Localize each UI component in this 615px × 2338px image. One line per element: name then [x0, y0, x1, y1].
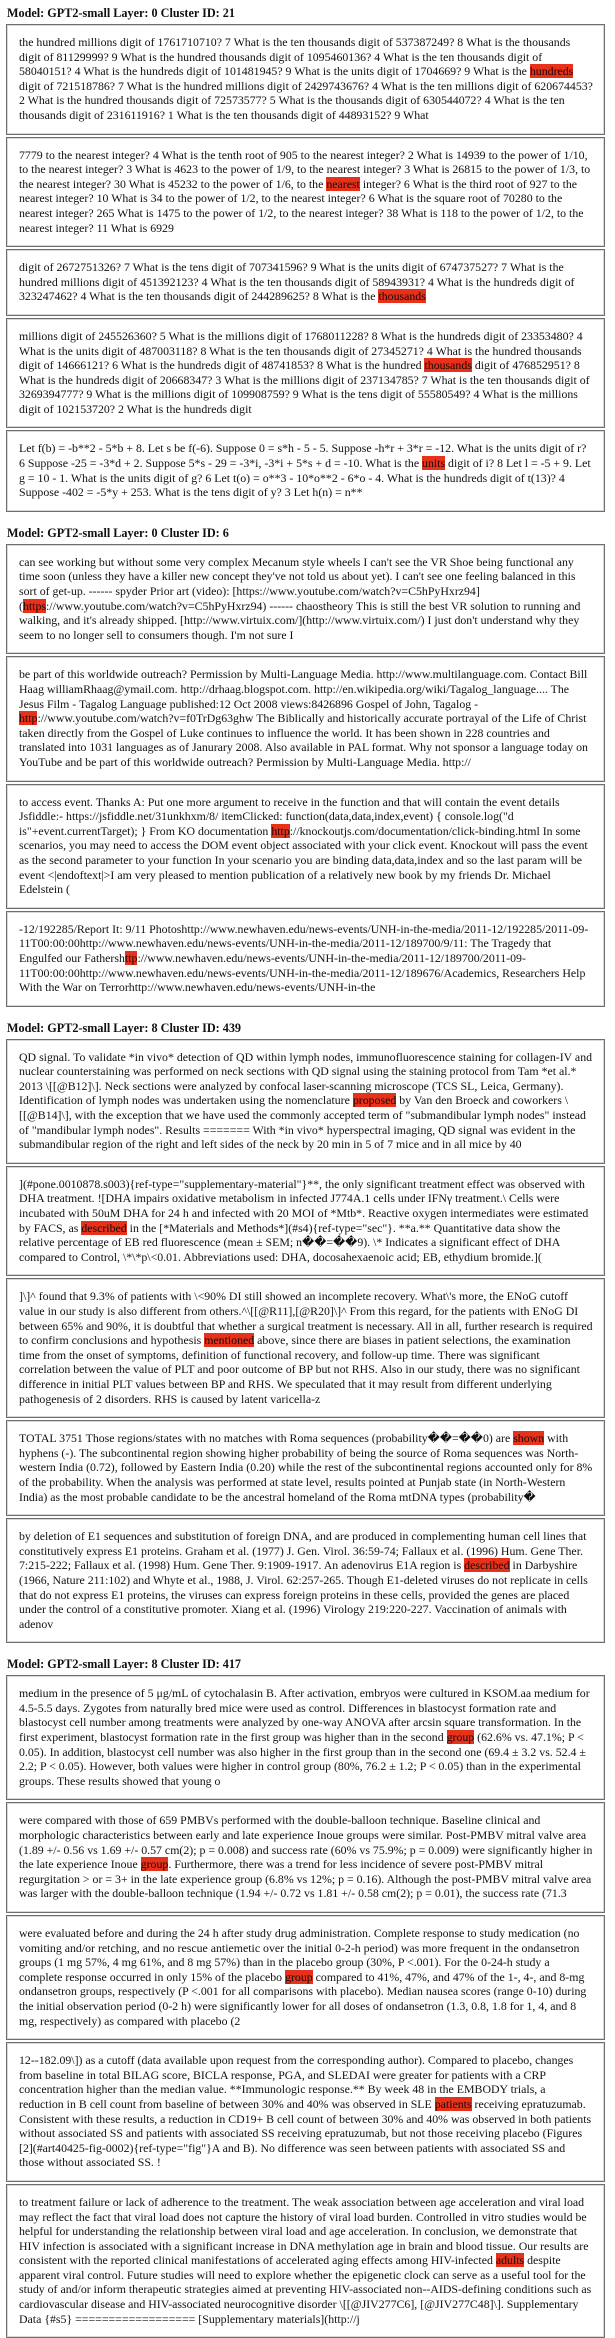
text-sample — [6, 24, 605, 135]
text-sample — [6, 1802, 605, 1913]
sample-text-before: 12--182.09\]) as a cutoff (data available upon request from the corresponding author). Compared to placebo, changes from baseline in total BILAG score, BICLA response, PGA, and SLEDAI were greater for patients with a CRP concentration higher than the median value. **Immunologic response.** By week 48 in the EMBODY trials, a reduction in B cell count from baseline of between 30% and 40% was observed in SLE — [19, 2053, 574, 2111]
text-sample — [6, 784, 605, 909]
text-sample — [6, 1278, 605, 1418]
sample-text-after: in Darbyshire (1966, Nature 211:102) and Whyte et al., 1988, J. Virol. 62:257-265. Though E1-deleted viruses do not replicate in cells that do not express E1 proteins, the viruses can express foreign proteins in these cells, provided the genes are placed under the control of a constitutive promoter. Xiang et al. (1996) Virology 219:220-227. Vaccination of animals with adenov — [19, 1558, 588, 1631]
cluster-title: Model: GPT2-small Layer: 0 Cluster ID: 21 — [7, 6, 235, 20]
highlighted-token: mentioned — [204, 1333, 255, 1348]
highlighted-token: thousands — [424, 358, 472, 373]
sample-text-after: (62.6% vs. 47.1%; P < 0.05). In addition, blastocyst cell number was also higher in the first group than in the second one (69.4 ± 3.2 vs. 52.4 ± 2.2; P < 0.05). However, both values were higher in control group (80%, 76.2 ± 1.2; P < 0.05) than in the experimental groups. These results showed that young o — [19, 1730, 586, 1788]
text-sample — [6, 544, 605, 655]
text-sample — [6, 1518, 605, 1643]
highlighted-token: group — [285, 1969, 313, 1984]
cluster-section — [6, 514, 605, 1007]
text-sample — [6, 318, 605, 429]
cluster-title: Model: GPT2-small Layer: 8 Cluster ID: 439 — [7, 1020, 242, 1035]
text-sample — [6, 137, 605, 248]
cluster-title: Model: GPT2-small Layer: 8 Cluster ID: 417 — [7, 1657, 242, 1672]
highlighted-token: proposed — [352, 1093, 397, 1108]
sample-text-before: can see working but without some very complex Mecanum style wheels I can't see the VR Shoe being functional any time soon (unless they have a killer new concept they've not told us about yet). I can't see one feeling balanced in this sort of get-up. ------ spyder Prior art (video): [https://www.youtube.com/watch?v=C5hPyHxrz94] ( — [19, 554, 576, 613]
sample-text-before: were evaluated before and during the 24 h after study drug administration. Complete response to study medication (no vomiting and/or retching, and no rescue antiemetic over the initial 0-2-h period) was more frequent in the ondansetron groups (1 mg 57%, 4 mg 61%, and 8 mg 57%) than in the placebo group (30%, P <.001). For the 0-24-h study a complete response occurred in only 15% of the placebo — [19, 1926, 580, 1984]
text-sample — [6, 911, 605, 1007]
highlighted-token: http — [271, 823, 290, 838]
sample-text-before: to access event. Thanks A: Put one more argument to receive in the function and that will contain the event details Jsfiddle:- https://jsfiddle.net/31unkhxm/8/ itemClicked: function(data,data,index,event) { console.log("d is"+event.currentTarget); } From KO documentation — [19, 794, 560, 838]
sample-text-before: 7779 to the nearest integer? 4 What is the tenth root of 905 to the nearest integer? 2 What is 14939 to the power of 1/10, to the nearest integer? 3 What is 4623 to the power of 1/9, to the nearest integer? 3 What is 26815 to the power of 1/3, to the nearest integer? 30 What is 45232 to the power of 1/6, to the — [19, 147, 591, 191]
sample-text-after: integer? 6 What is the third root of 927 to the nearest integer? 10 What is 34 to the power of 1/2, to the nearest integer? 6 What is the square root of 70280 to the nearest integer? 265 What is 1475 to the power of 1/2, to the nearest integer? 38 What is 118 to the power of 1/2, to the nearest integer? 11 What is 6929 — [19, 176, 584, 235]
sample-text-before: be part of this worldwide outreach? Permission by Multi-Language Media. http://www.multilanguage.com. Contact Bill Haag williamRhaag@ymail.com. http://drhaag.blogspot.com. http://en.wikipedia.org/wiki/Tagalog_language.... The Jesus Film - Tagalog Language published:12 Oct 2008 views:8426896 Gospel of John, Tagalog - — [19, 667, 588, 711]
highlighted-token: thousands — [378, 289, 426, 304]
text-sample — [6, 1039, 605, 1164]
sample-text-before: Let f(b) = -b**2 - 5*b + 8. Let s be f(-6). Suppose 0 = s*h - 5 - 5. Suppose -h*r + 3*r = -12. What is the units digit of r? 6 Suppose -25 = -3*d + 2. Suppose 5*s - 29 = -3*i, -3*i + 5*s + d = -10. What is the — [19, 441, 587, 471]
highlighted-token: described — [81, 1220, 127, 1235]
highlighted-token: ttp — [124, 950, 138, 965]
text-sample — [6, 249, 605, 316]
sample-text-before: QD signal. To validate *in vivo* detection of QD within lymph nodes, immunofluorescence staining for collagen-IV and nuclear counterstaining was performed on neck sections with QD signal using the staining protocol from Tam *et al.* 2013 \[[@B12]\]. Neck sections were analyzed by confocal laser-scanning microscope (TCS SL, Leica, Germany). Identification of lymph nodes was undertaken using the nomenclature — [19, 1049, 593, 1108]
highlighted-token: shown — [513, 1431, 545, 1446]
highlighted-token: https — [22, 598, 46, 613]
sample-text-after: ://www.youtube.com/watch?v=C5hPyHxrz94) ------ chaostheory This is still the best VR solution to running and walking, and it's already shipped. [http://www.virtuix.com/](http://www.virtuix.com/) I just don't understand why they seem to no longer sell to consumers though. I'm not sure I — [19, 598, 581, 642]
sample-text-before: millions digit of 245526360? 5 What is the millions digit of 1768011228? 8 What is the hundreds digit of 23353480? 4 What is the units digit of 487003118? 8 What is the ten thousands digit of 27345271? 4 What is the hundred thousands digit of 14666121? 6 What is the hundreds digit of 48741853? 8 What is the hundred — [19, 328, 583, 373]
highlighted-token: adults — [495, 2253, 525, 2268]
text-sample — [6, 656, 605, 781]
text-sample — [6, 2042, 605, 2182]
highlighted-token: described — [464, 1558, 510, 1573]
sample-text-after: in the [*Materials and Methods*](#s4){ref-type="sec"}. **a.** Quantitative data show the relative percentage of EB red fluorescence (mean ± SEM; n��=��9). \* Indicates a significant effect of DHA compared to Control, \*\*p\<0.01. Abbreviations used: DHA, docosahexaenoic acid; EB, ethydium bromide.]( — [19, 1220, 561, 1264]
text-sample — [6, 2184, 605, 2338]
sample-text-before: TOTAL 3751 Those regions/states with no matches with Roma sequences (probability��=��0) are — [19, 1431, 514, 1446]
sample-text-after: with hyphens (-). The subcontinental region showing higher probability of being the source of Roma sequences was North-western India (0.72), followed by Eastern India (0.20) while the rest of the subcontinental regions accounted only for 8% of the probability. When the analysis was performed at state level, results pointed at Punjab state (in North-Western India) as the most probable candidate to be the ancestral homeland of the Roma mtDNA types (probability� — [19, 1431, 593, 1504]
text-sample — [6, 1675, 605, 1800]
sample-text-after: digit of i? 8 Let l = -5 + 9. Let g = 10 - 1. What is the units digit of g? 6 Let t(o) = o**3 - 10*o**2 - 6*o - 4. What is the hundreds digit of t(13)? 4 Suppose -402 = -5*y + 253. What is the tens digit of y? 3 Let h(n) = n** — [19, 456, 591, 500]
text-sample — [6, 430, 605, 511]
sample-text-before: by deletion of E1 sequences and substitution of foreign DNA, and are produced in complementing human cell lines that constitutively express E1 proteins. Graham et al. (1977) J. Gen. Virol. 36:59-74; Fallaux et al. (1996) Hum. Gene Ther. 7:215-222; Fallaux et al. (1998) Hum. Gene Ther. 9:1909-1917. An adenovirus E1A region is — [19, 1529, 587, 1573]
highlighted-token: http — [19, 711, 38, 726]
sample-text-after: digit of 721518786? 7 What is the hundred millions digit of 2429743676? 4 What is the ten millions digit of 620674453? 2 What is the hundred thousands digit of 72573577? 5 What is the thousands digit of 630544072? 4 What is the ten thousands digit of 231611916? 1 What is the ten thousands digit of 44893152? 9 What — [19, 78, 593, 122]
highlighted-token: nearest — [326, 176, 360, 191]
text-sample — [6, 1420, 605, 1516]
text-sample — [6, 1166, 605, 1277]
highlighted-token: patients — [434, 2096, 472, 2111]
cluster-section — [6, 1645, 605, 2338]
sample-text-before: were compared with those of 659 PMBVs performed with the double-balloon technique. Baseline clinical and morphologic characteristics between early and late experience Inoue groups were similar. Post-PMBV mitral valve area (1.89 +/- 0.56 vs 1.69 +/- 0.57 cm(2); p = 0.008) and success rate (60% vs 75.9%; p = 0.009) were significantly higher in the late experience Inoue — [19, 1813, 593, 1872]
sample-text-before: ](#pone.0010878.s003){ref-type="supplementary-material"}**, the only significant treatment effect was observed with DHA treatment. ![DHA impairs oxidative metabolism in infected J774A.1 cells under IFNγ treatment.\ Cells were incubated with 50uM DHA for 24 h and infected with 20 MOI of *Mtb*. Reactive oxygen intermediates were estimated by FACS, as — [19, 1176, 589, 1235]
sample-text-before: medium in the presence of 5 μg/mL of cytochalasin B. After activation, embryos were cultured in KSOM.aa medium for 4.5-5.5 days. Zygotes from naturally bred mice were used as control. Differences in blastocyst formation rate and blastocyst cell number among treatments were analyzed by one-way ANOVA after arcsin square transformation. In the first experiment, blastocyst formation rate in the first group was higher than in the second — [19, 1686, 590, 1745]
cluster-section — [6, 1009, 605, 1644]
cluster-title: Model: GPT2-small Layer: 0 Cluster ID: 6 — [7, 525, 229, 540]
sample-text-before: -12/192285/Report It: 9/11 Photoshttp://www.newhaven.edu/news-events/UNH-in-the-media/2011-12/192285/2011-09-11T00:00:00http://www.newhaven.edu/news-events/UNH-in-the-media/2011-12/189700/9/11: The Tragedy that Engulfed our Fathersh — [19, 921, 589, 965]
highlighted-token: hundreds — [529, 64, 574, 79]
sample-text-after: above, since there are biases in patient selections, the examination time from the onset of symptoms, definition of functional recovery, and follow-up time. There was significant correlation between the value of PLT and poor outcome of BP but not RHS. Also in our study, there was no significant difference in initial PLT values between BP and RHS. We speculated that it may result from different underlying pathogenesis of 2 disorders. RHS is caused by latent varicella-z — [19, 1333, 580, 1406]
sample-text-after: ://www.youtube.com/watch?v=f0TrDg63ghw The Biblically and historically accurate portrayal of the Life of Christ taken directly from the Gospel of Luke continues to influence the world. It has been shown in 228 countries and translated into 1031 languages as of Janurary 2008. Also available in PAL format. Why not sponsor a language today on YouTube and be part of this worldwide outreach? Permission by Multi-Language Media. http:// — [19, 711, 588, 769]
sample-text-before: ]\]^ found that 9.3% of patients with \<90% DI still showed an incomplete recovery. What\'s more, the ENoG cutoff value in our study is also different from others.^\[[@R11],[@R20]\]^ From this regard, for the patients with ENoG DI between 65% and 90%, it is doubtful that whether a surgical treatment is necessary. All in all, further research is required to confirm conclusions and hypothesis — [19, 1289, 593, 1348]
highlighted-token: group — [140, 1857, 169, 1872]
sample-text-after: receiving epratuzumab. Consistent with these results, a reduction in CD19+ B cell count of between 30% and 40% was observed in both patients without associated SS and patients with associated SS receiving epratuzumab, but not those receiving placebo (Figures [2](#art40425-fig-0002){ref-type="fig"}A and B). No difference was seen between patients with associated SS and those without associated SS. ! — [19, 2096, 592, 2170]
sample-text-before: to treatment failure or lack of adherence to the treatment. The weak association between age acceleration and viral load may reflect the fact that viral load does not capture the history of viral load burden. Controlled in vitro studies would be helpful for understanding the relationship between viral load and age acceleration. In conclusion, we demonstrate that HIV infection is associated with a significant increase in DNA methylation age in brain and blood tissue. Our results are consistent with the reported clinical manifestations of accelerated aging effects among HIV-infected — [19, 2194, 589, 2268]
sample-text-before: the hundred millions digit of 1761710710? 7 What is the ten thousands digit of 537387249? 8 What is the thousands digit of 81129999? 9 What is the hundred thousands digit of 1095460136? 4 What is the ten thousands digit of 58040151? 4 What is the hundreds digit of 101481945? 9 What is the units digit of 1704669? 9 What is the — [19, 35, 571, 79]
highlighted-token: units — [422, 456, 446, 471]
cluster-section — [6, 0, 605, 512]
sample-text-after: compared to 41%, 47%, and 47% of the 1-, 4-, and 8-mg ondansetron groups, respectively (P <.001 for all comparisons with placebo). Median nausea scores (range 0-10) during the initial observation period (0-2 h) were significantly lower for all doses of ondansetron (1.3, 0.8, 1.8 for 1, 4, and 8 mg, respectively) as compared with placebo (2 — [19, 1969, 587, 2028]
sample-text-after: . Furthermore, there was a trend for less incidence of severe post-PMBV mitral regurgitation > or = 3+ in the late experience group (6.8% vs 12%; p = 0.16). Although the post-PMBV mitral valve area was larger with the double-balloon technique (1.94 +/- 0.72 vs 1.81 +/- 0.58 cm(2); p = 0.01), the success rate (71.3 — [19, 1857, 592, 1901]
sample-text-before: digit of 2672751326? 7 What is the tens digit of 707341596? 9 What is the units digit of 674737527? 7 What is the hundred millions digit of 451392123? 4 What is the ten thousands digit of 58943931? 4 What is the hundreds digit of 323247462? 4 What is the ten thousands digit of 244289625? 8 What is the — [19, 260, 575, 304]
sample-text-after: ://www.newhaven.edu/news-events/UNH-in-the-media/2011-12/189700/2011-09-11T00:00:00http://www.newhaven.edu/news-events/UNH-in-the-media/2011-12/189676/Academics, Researchers Help With the War on Terrorhttp://www.newhaven.edu/news-events/UNH-in-the — [19, 950, 586, 995]
text-sample — [6, 1915, 605, 2040]
sample-text-after: despite apparent viral control. Future studies will need to explore whether the epigenetic clock can serve as a useful tool for the study of and/or inform therapeutic strategies aimed at preventing HIV-associated non--AIDS-defining conditions such as cardiovascular disease and HIV-associated neurocognitive disorder \[[@JIV277C6], [@JIV277C48]\]. Supplementary Data {#s5} ================== [Supplementary materials](http://j — [19, 2253, 592, 2326]
sample-text-after: ://knockoutjs.com/documentation/click-binding.html In some scenarios, you may need to access the DOM event object associated with your click event. Knockout will pass the event as the second parameter to your function In your scenario you are binding data,data,index and so the last param will be event <|endoftext|>I am very pleased to mention publication of a relatively new book by my friends Dr. Michael Edelstein ( — [19, 823, 588, 897]
sample-text-after: digit of 476852951? 8 What is the hundreds digit of 20668347? 3 What is the millions digit of 237134785? 7 What is the ten thousands digit of 3269394777? 9 What is the millions digit of 109908759? 9 What is the tens digit of 55580549? 4 What is the millions digit of 102153720? 2 What is the hundreds digit — [19, 358, 590, 416]
highlighted-token: group — [446, 1730, 475, 1745]
sample-text-after: by Van den Broeck and coworkers \[[@B14]\], with the exception that we have used the commonly accepted term of "submandibular lymph nodes" instead of "mandibular lymph nodes". Results ======= With *in vivo* hyperspectral imaging, QD signal was evident in the submandibular region of the right and left sides of the neck by 20 min in 5 of 7 mice and in all mice by 40 — [19, 1093, 586, 1152]
